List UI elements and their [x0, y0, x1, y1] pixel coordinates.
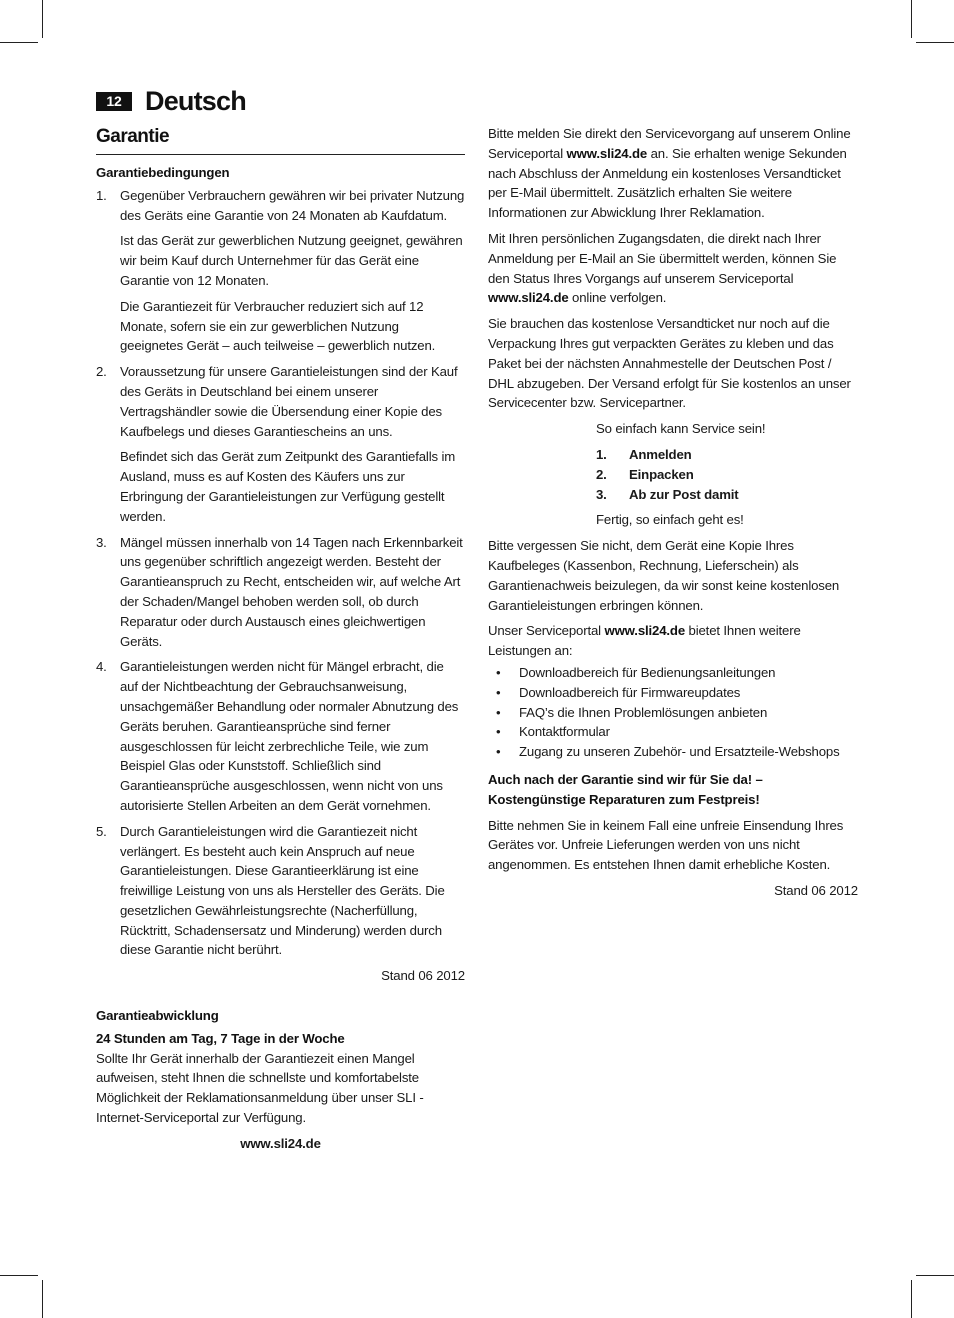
text: Unser Serviceportal — [488, 623, 605, 639]
handling-text: Sollte Ihr Gerät innerhalb der Garantiezeit einen Mangel aufweisen, steht Ihnen die schnellste und komfortabelste Möglichkeit der Reklamationsanmeldung über unser SLI - Internet-Serviceportal zur Verfügung. — [96, 1050, 424, 1126]
bullet-icon: • — [496, 704, 501, 720]
condition-item — [96, 822, 465, 961]
paragraph: Bitte nehmen Sie in keinem Fall eine unfreie Einsendung Ihres Gerätes vor. Unfreie Lieferungen werden von uns nicht angenommen. Es entstehen Ihnen damit erhebliche Kosten. — [488, 817, 844, 873]
paragraph: Sie brauchen das kostenlose Versandticket nur noch auf die Verpackung Ihres gut verpackten Gerätes zu kleben und das Paket bei der nächsten Annahmestelle der Deutschen Post / DHL abzugeben. Der Versand erfolgt für Sie kostenlos an unser Servicecenter bzw. Servicepartner. — [488, 316, 851, 411]
page-number: 12 — [96, 92, 132, 111]
step-label: Einpacken — [629, 466, 694, 482]
service-url-link[interactable]: www.sli24.de — [488, 290, 569, 306]
paragraph — [488, 621, 858, 661]
text: Mit Ihren persönlichen Zugangsdaten, die direkt nach Ihrer Anmeldung per E-Mail an Sie übermittelt werden, können Sie den Status Ihres Vorgangs auf unserem Serviceportal — [488, 230, 837, 286]
stand-date: Stand 06 2012 — [381, 968, 465, 984]
right-column — [488, 124, 858, 901]
step-item — [596, 485, 858, 505]
text: online verfolgen. — [568, 290, 667, 306]
conditions-heading: Garantiebedingungen — [96, 165, 230, 180]
conditions-list — [96, 186, 465, 960]
service-list-item — [488, 703, 858, 723]
text: an. Sie erhalten wenige Sekunden nach Abschluss der Anmeldung ein kostenloses Versandticket per E-Mail übermittelt. Zusätzlich erhalten Sie weitere Informationen zur Abwicklung Ihrer Reklamation. — [488, 145, 847, 221]
crop-mark — [42, 0, 43, 38]
hours-heading: 24 Stunden am Tag, 7 Tage in der Woche — [96, 1030, 345, 1046]
service-list-item — [488, 742, 858, 762]
bold-note — [488, 770, 858, 810]
divider — [96, 154, 465, 155]
service-list-item — [488, 683, 858, 703]
crop-mark — [911, 1280, 912, 1318]
item-number: 5. — [96, 823, 107, 839]
crop-mark — [0, 1275, 38, 1276]
item-number: 2. — [96, 364, 107, 380]
language-heading: Deutsch — [145, 86, 246, 116]
step-label: Anmelden — [629, 446, 692, 462]
service-steps — [596, 419, 858, 530]
bullet-text: Downloadbereich für Firmwareupdates — [519, 684, 741, 700]
steps-intro: So einfach kann Service sein! — [596, 421, 766, 437]
condition-item — [96, 533, 465, 652]
step-number: 2. — [596, 466, 607, 482]
bullet-text: FAQ’s die Ihnen Problemlösungen anbieten — [519, 704, 768, 720]
step-number: 3. — [596, 486, 607, 502]
step-item — [596, 465, 858, 485]
condition-text: Die Garantiezeit für Verbraucher reduziert sich auf 12 Monate, sofern sie ein zur gewerblichen Nutzung geeignetes Gerät – auch teilweise – gewerblich nutzen. — [120, 298, 436, 354]
crop-mark — [916, 42, 954, 43]
section-title: Garantie — [96, 126, 170, 147]
condition-item — [96, 657, 465, 815]
condition-text: Gegenüber Verbrauchern gewähren wir bei privater Nutzung des Geräts eine Garantie von 24 Monaten ab Kaufdatum. — [120, 187, 465, 223]
condition-text: Mängel müssen innerhalb von 14 Tagen nach Erkennbarkeit uns gegenüber schriftlich angezeigt werden. Besteht der Garantieanspruch zu Recht, entscheiden wir, auf welche Art der Schaden/Mangel behoben werden soll, ob durch Reparatur oder durch Austausch eines gleichwertigen Geräts. — [120, 534, 463, 649]
bullet-text: Kontaktformular — [519, 724, 610, 740]
left-column — [96, 124, 465, 1154]
condition-text: Voraussetzung für unsere Garantieleistungen sind der Kauf des Geräts in Deutschland bei einem unserer Vertragshändler sowie die Übersendung einer Kopie des Kaufbelegs und dieses Garantiescheins an uns. — [120, 364, 458, 439]
bullet-icon: • — [496, 724, 501, 740]
bullet-icon: • — [496, 684, 501, 700]
steps-list — [596, 445, 858, 504]
condition-text: Befindet sich das Gerät zum Zeitpunkt des Garantiefalls im Ausland, muss es auf Kosten des Käufers uns zur Erbringung der Garantieleistungen zur Verfügung gestellt werden. — [120, 449, 456, 524]
crop-mark — [916, 1275, 954, 1276]
service-url-link[interactable]: www.sli24.de — [604, 623, 686, 639]
bullet-text: Zugang zu unseren Zubehör- und Ersatzteile-Webshops — [519, 744, 840, 760]
condition-text: Durch Garantieleistungen wird die Garantiezeit nicht verlängert. Es besteht auch kein Anspruch auf neue Garantieleistungen. Diese Garantieerklärung ist eine freiwillige Leistung von uns als Hersteller des Geräts. Die gesetzlichen Gewährleistungsrechte (Nacherfüllung, Rücktritt, Schadensersatz und Minderung) werden durch diese Garantie nicht berührt. — [120, 823, 445, 958]
stand-date: Stand 06 2012 — [774, 882, 858, 898]
services-list — [488, 663, 858, 762]
step-number: 1. — [596, 446, 607, 462]
crop-mark — [0, 42, 38, 43]
bullet-text: Downloadbereich für Bedienungsanleitungen — [519, 664, 776, 680]
steps-outro: Fertig, so einfach geht es! — [596, 512, 744, 528]
item-number: 4. — [96, 659, 107, 675]
bullet-icon: • — [496, 744, 501, 760]
condition-item — [96, 362, 465, 526]
service-list-item — [488, 722, 858, 742]
condition-text: Ist das Gerät zur gewerblichen Nutzung geeignet, gewähren wir beim Kauf durch Unternehmer für das Gerät eine Garantie von 12 Monaten. — [120, 233, 463, 288]
handling-heading: Garantieabwicklung — [96, 1008, 219, 1024]
bullet-icon: • — [496, 664, 501, 680]
step-label: Ab zur Post damit — [629, 486, 739, 502]
step-item — [596, 445, 858, 465]
crop-mark — [42, 1280, 43, 1318]
paragraph — [488, 124, 858, 223]
service-list-item — [488, 663, 858, 683]
item-number: 1. — [96, 187, 107, 203]
paragraph — [488, 229, 858, 308]
service-url-link[interactable]: www.sli24.de — [566, 145, 648, 161]
item-number: 3. — [96, 534, 107, 550]
condition-text: Garantieleistungen werden nicht für Mängel erbracht, die auf der Nichtbeachtung der Gebrauchsanweisung, unsachgemäßer Behandlung oder normaler Abnutzung des Geräts beruhen. Garantieansprüche sind ferner ausgeschlossen für leicht zerbrechliche Teile, wie zum Beispiel Glas oder Kunststoff. Schließlich sind Garantieansprüche ausgeschlossen, wenn nicht von uns autorisierte Stellen Arbeiten an dem Gerät vornehmen. — [120, 659, 459, 813]
text: Auch nach der Garantie sind wir für Sie da! – Kostengünstige Reparaturen zum Festpreis! — [488, 771, 763, 807]
text: bietet Ihnen weitere Leistungen an: — [488, 623, 801, 659]
service-url-link[interactable]: www.sli24.de — [240, 1135, 321, 1151]
crop-mark — [911, 0, 912, 38]
condition-item — [96, 186, 465, 356]
paragraph: Bitte vergessen Sie nicht, dem Gerät eine Kopie Ihres Kaufbeleges (Kassenbon, Rechnung, Lieferschein) als Garantienachweis beizulegen, da wir sonst keine kostenlosen Garantieleistungen erbringen können. — [488, 538, 840, 613]
text: Bitte melden Sie direkt den Servicevorgang auf unserem Online Serviceportal — [488, 126, 851, 161]
